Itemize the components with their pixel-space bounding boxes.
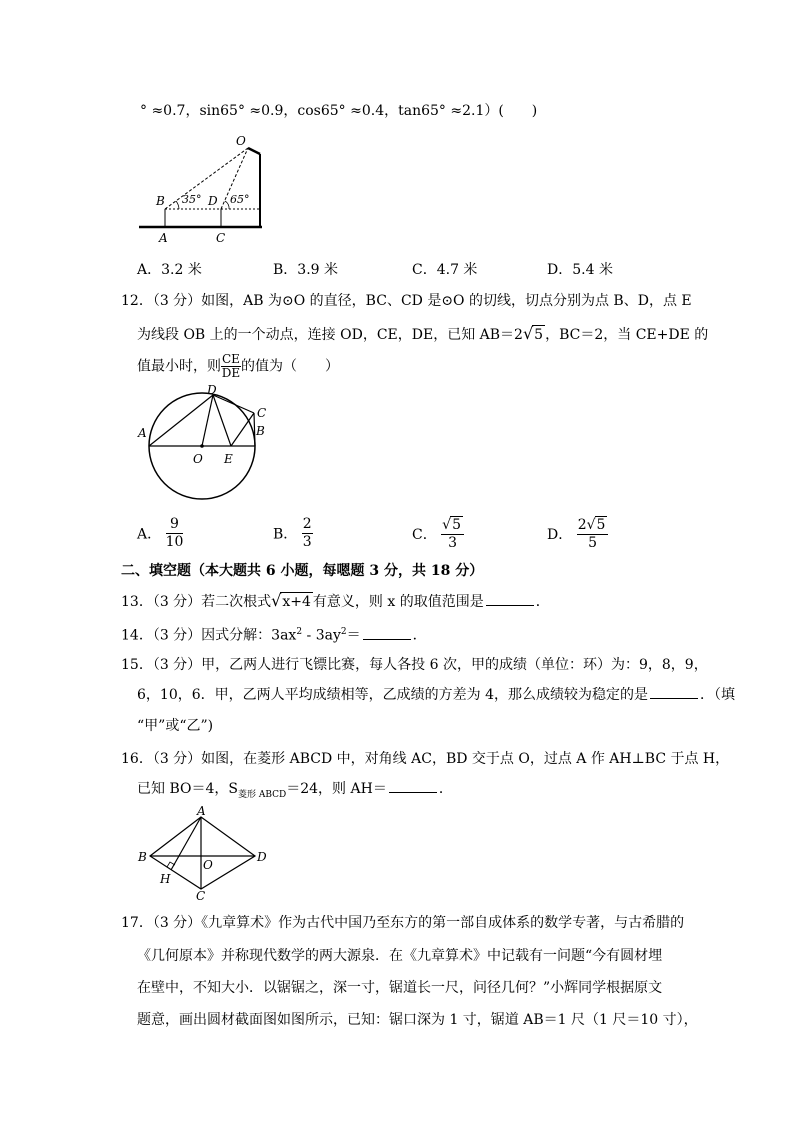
q16-answer-blank[interactable] — [389, 780, 437, 793]
label-b: B — [256, 424, 265, 438]
q15-line3: “甲”或“乙”) — [137, 718, 214, 734]
q11-choice-d[interactable]: D．5.4 米 — [547, 262, 613, 278]
tangent-dc — [213, 395, 254, 413]
label-c: C — [196, 889, 206, 900]
q16-line1: 16．（3 分）如图，在菱形 ABCD 中，对角线 AC，BD 交于点 O，过点 A 作 AH⊥BC 于点 H， — [121, 751, 730, 767]
q12-line1: 12．（3 分）如图，AB 为⊙O 的直径，BC、CD 是⊙O 的切线，切点分别为点 B、D，点 E — [121, 293, 692, 309]
q16-figure — [134, 805, 274, 900]
q15-line2: 6，10，6．甲，乙两人平均成绩相等，乙成绩的方差为 4，那么成绩较为稳定的是 ．（填 — [137, 687, 735, 703]
label-a: A — [138, 426, 147, 440]
label-e: E — [224, 452, 233, 466]
q15-answer-blank[interactable] — [650, 686, 698, 699]
label-o: O — [236, 134, 246, 148]
lamp-arm — [248, 148, 260, 154]
label-b: B — [138, 850, 147, 864]
q12-line2: 为线段 OB 上的一个动点，连接 OD，CE，DE，已知 AB＝2√5 ，BC＝2，当 CE+DE 的 — [137, 324, 709, 343]
q12-choice-d[interactable]: D． $\frac{2√5}{5}$ — [547, 516, 608, 552]
q13: 13．（3 分）若二次根式√x+4 有意义，则 x 的取值范围是 ． — [121, 591, 550, 610]
altitude-ah — [171, 817, 201, 870]
q12-fraction: $\frac{CE}{DE}$ — [221, 352, 241, 380]
q15-line1: 15．（3 分）甲，乙两人进行飞镖比赛，每人各投 6 次，甲的成绩（单位：环）为：9，8，9， — [121, 657, 708, 673]
angle-arc-65 — [225, 201, 229, 209]
center-dot — [200, 444, 204, 448]
q12-choice-b[interactable]: B． $\frac{2}{3}$ — [273, 516, 312, 550]
q12-choice-a[interactable]: A． $\frac{9}{10}$ — [137, 516, 184, 550]
q12-choices — [137, 516, 697, 556]
q16-line2: 已知 BO＝4，$S_{菱形 ABCD}=24$，则 AH＝ ． — [137, 781, 453, 800]
label-o: O — [193, 452, 203, 466]
label-d: D — [207, 385, 217, 397]
q14: 14．（3 分）因式分解：$3ax^2 - 3ay^2=$ ． — [121, 627, 427, 644]
q17-line2: 《几何原本》并称现代数学的两大源泉．在《九章算术》中记载有一问题“今有圆材埋 — [137, 948, 663, 964]
q17-line4: 题意，画出圆材截面图如图所示，已知：锯口深为 1 寸，锯道 AB＝1 尺（1 尺＝10 寸）， — [137, 1012, 698, 1028]
angle-arc-35 — [176, 201, 179, 209]
label-b: B — [156, 194, 165, 208]
section-title-fill-in: 二、填空题（本大题共 6 小题，每嗯题 3 分，共 18 分） — [121, 563, 484, 579]
label-angle65: 65° — [230, 193, 250, 206]
q11-figure — [134, 128, 274, 248]
q14-answer-blank[interactable] — [363, 627, 411, 640]
q17-line1: 17．（3 分）《九章算术》作为古代中国乃至东方的第一部自成体系的数学专著，与古希腊的 — [121, 915, 685, 931]
label-c: C — [257, 406, 267, 420]
q11-choice-c[interactable]: C．4.7 米 — [412, 262, 478, 278]
q12-line3: 值最小时，则 $\frac{CE}{DE}$ 的值为（ ） — [137, 352, 339, 380]
label-angle35: 35° — [182, 193, 202, 206]
q11-choice-b[interactable]: B．3.9 米 — [273, 262, 339, 278]
label-d: D — [257, 850, 267, 864]
segment-de — [213, 395, 231, 446]
label-c: C — [216, 231, 226, 245]
q12-choice-c[interactable]: C． $\frac{√5}{3}$ — [412, 516, 464, 552]
segment-ce — [231, 413, 254, 446]
q11-choices — [137, 259, 697, 281]
label-d: D — [208, 194, 218, 208]
q17-line3: 在壁中，不知大小．以锯锯之，深一寸，锯道长一尺，问径几何？”小辉同学根据原文 — [137, 980, 663, 996]
q11-hint-line: ° ≈0.7，sin65° ≈0.9，cos65° ≈0.4，tan65° ≈2.1）( ) — [140, 103, 538, 119]
label-a: A — [159, 231, 168, 245]
label-h: H — [160, 872, 171, 886]
label-o: O — [203, 858, 213, 872]
q12-figure — [136, 385, 276, 510]
q11-choice-a[interactable]: A．3.2 米 — [137, 262, 202, 278]
q13-answer-blank[interactable] — [486, 593, 534, 606]
label-a: A — [197, 805, 206, 818]
